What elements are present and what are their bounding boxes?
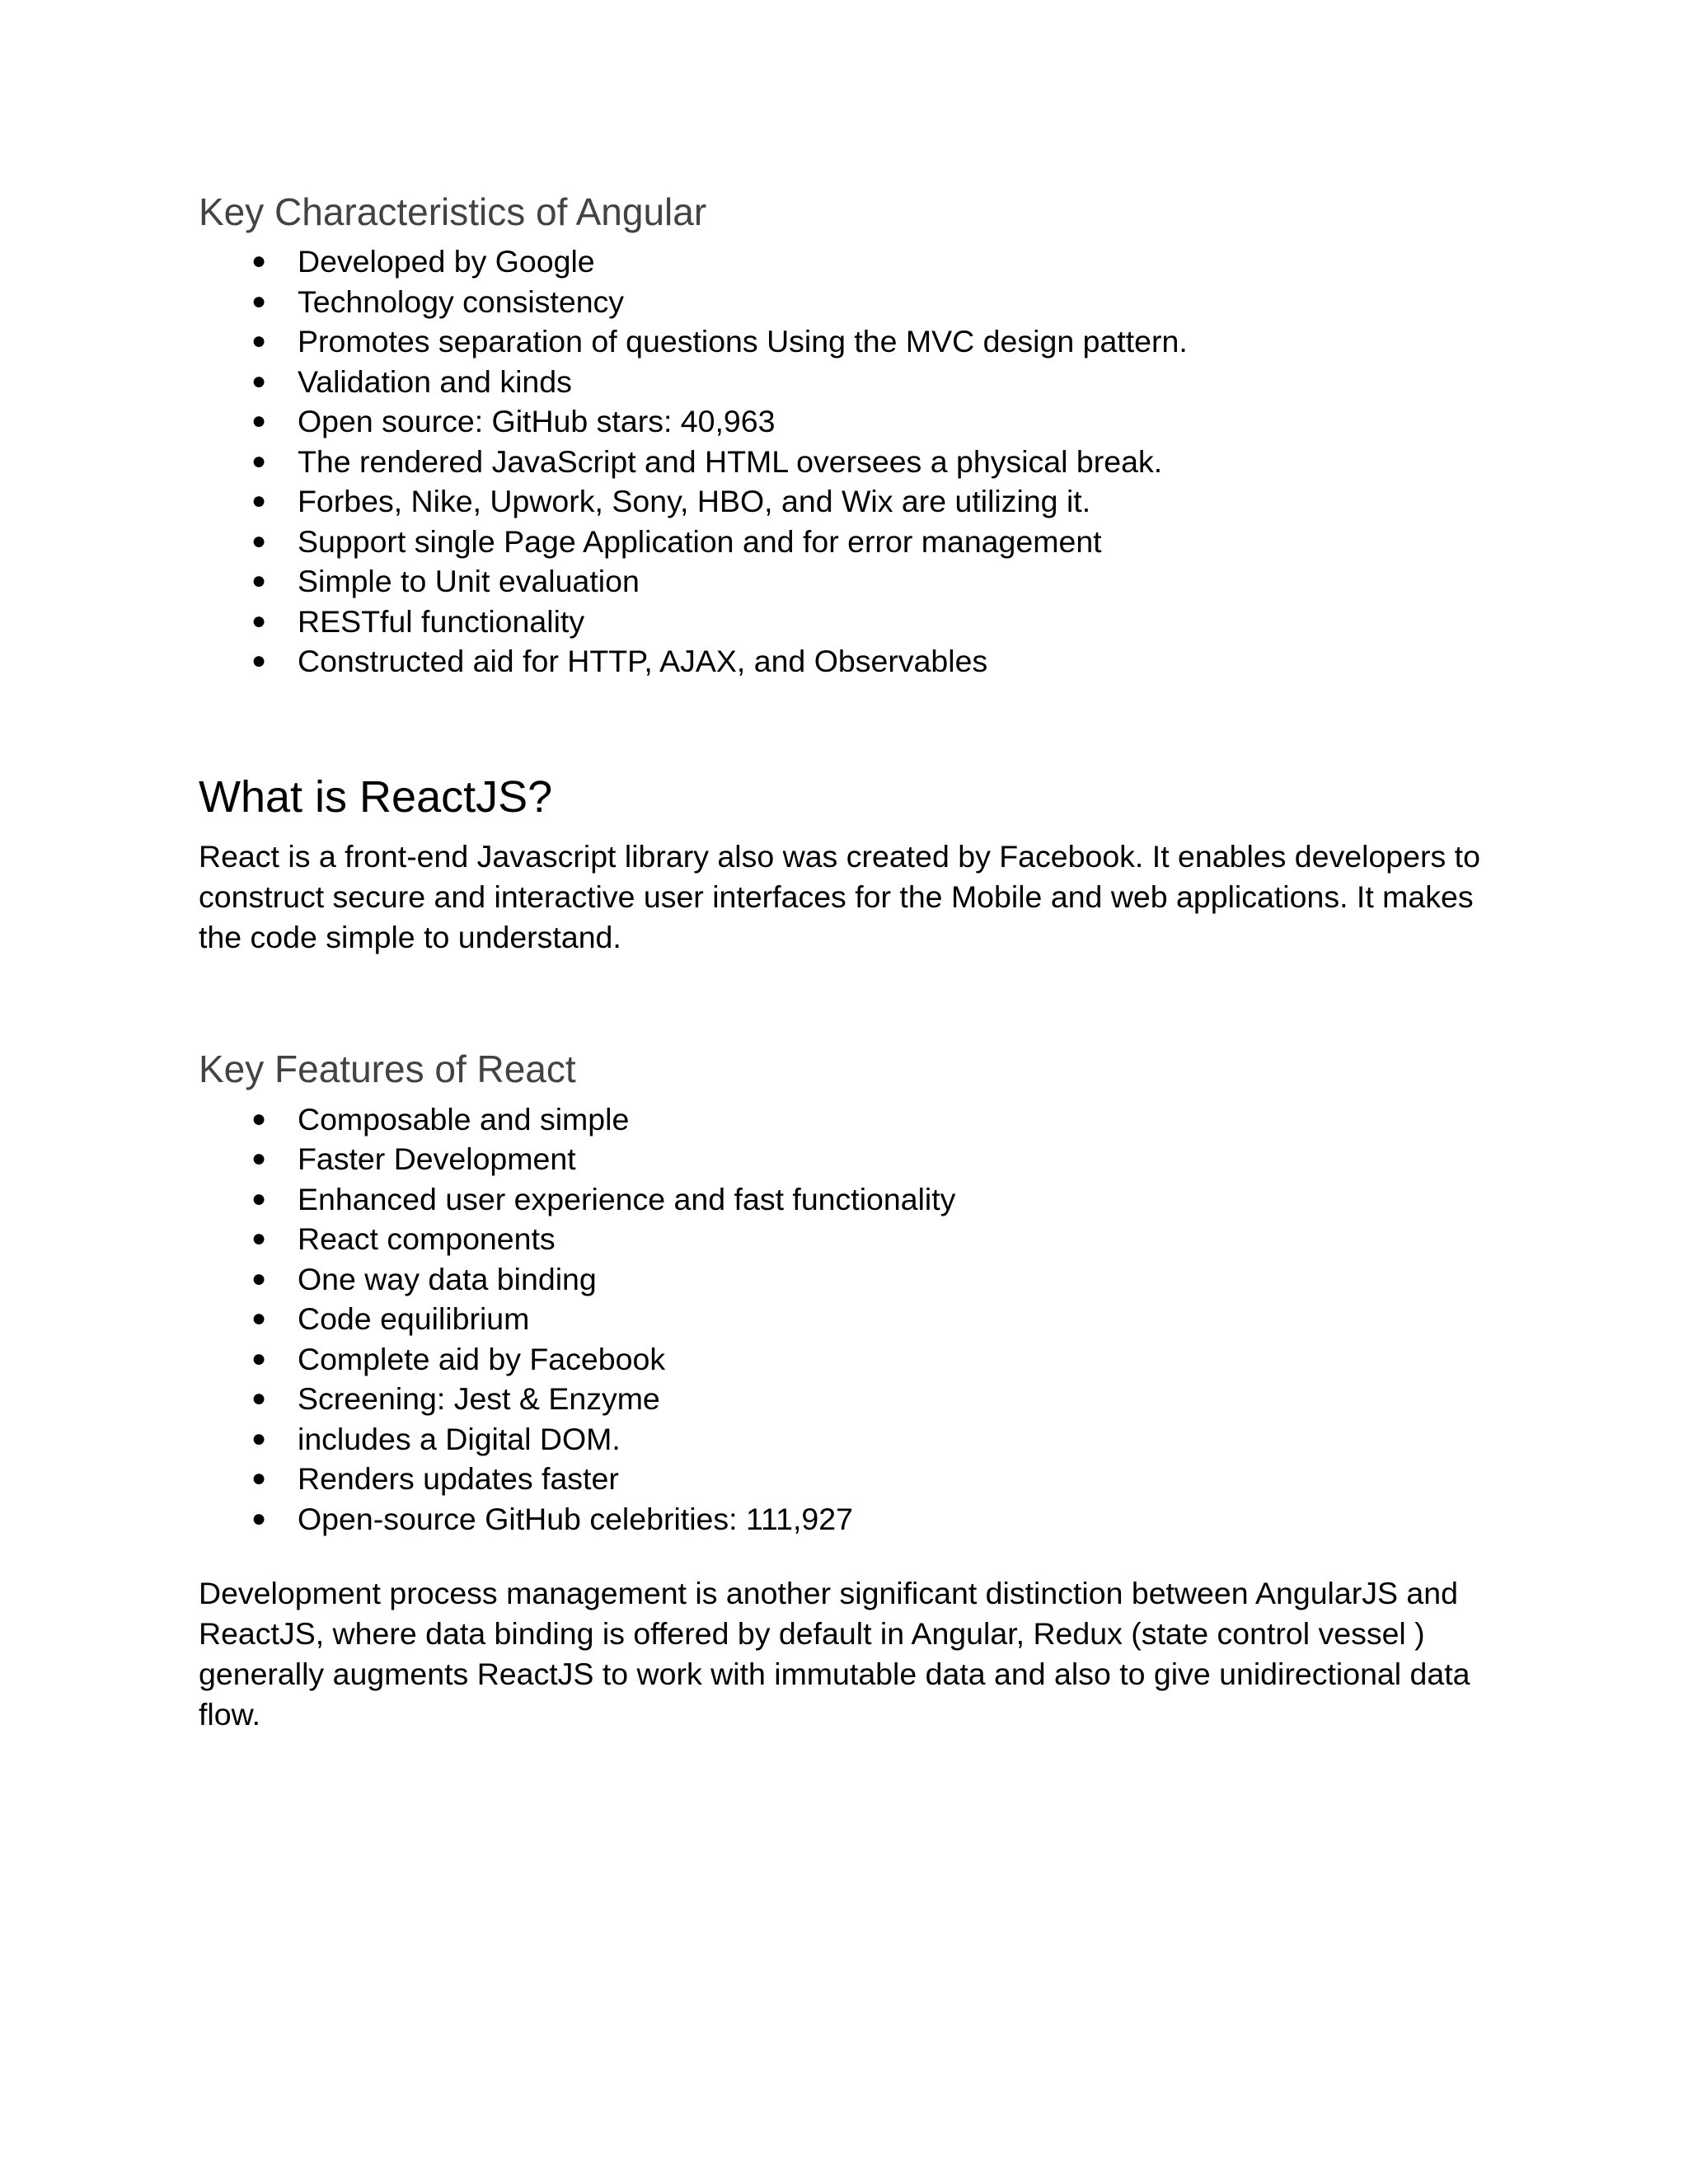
list-item	[199, 1459, 1509, 1499]
bullet-icon: ●	[251, 1344, 267, 1372]
bullet-icon: ●	[251, 487, 267, 515]
document-content	[199, 190, 1509, 1735]
list-item	[199, 1099, 1509, 1140]
list-item	[199, 1219, 1509, 1259]
list-item-text: Code equilibrium	[298, 1301, 530, 1337]
bullet-icon: ●	[251, 647, 267, 675]
list-item	[199, 1379, 1509, 1419]
list-item	[199, 641, 1509, 682]
list-item-text: One way data binding	[298, 1261, 597, 1296]
react-features-list	[199, 1099, 1509, 1540]
list-item-text: The rendered JavaScript and HTML oversees a physical break.	[298, 443, 1163, 479]
list-item	[199, 1259, 1509, 1300]
list-item-text: Open-source GitHub celebrities: 111,927	[298, 1501, 853, 1536]
what-is-reactjs-heading: What is ReactJS?	[199, 771, 553, 822]
bullet-icon: ●	[251, 1305, 267, 1333]
list-item-text: Technology consistency	[298, 284, 625, 319]
list-item	[199, 522, 1509, 562]
list-item	[199, 561, 1509, 602]
angular-characteristics-list	[199, 241, 1509, 682]
list-item-text: Screening: Jest & Enzyme	[298, 1381, 660, 1417]
list-item	[199, 282, 1509, 322]
bullet-icon: ●	[251, 1145, 267, 1173]
list-item	[199, 1179, 1509, 1220]
bullet-icon: ●	[251, 1225, 267, 1253]
list-item-text: Simple to Unit evaluation	[298, 564, 640, 599]
bullet-icon: ●	[251, 247, 267, 275]
bullet-icon: ●	[251, 367, 267, 395]
list-item	[199, 481, 1509, 522]
list-item-text: includes a Digital DOM.	[298, 1421, 621, 1456]
list-item	[199, 1139, 1509, 1179]
bullet-icon: ●	[251, 1424, 267, 1452]
bullet-icon: ●	[251, 607, 267, 635]
list-item	[199, 241, 1509, 282]
list-item-text: Forbes, Nike, Upwork, Sony, HBO, and Wix are utilizing it.	[298, 484, 1091, 519]
bullet-icon: ●	[251, 1465, 267, 1493]
bullet-icon: ●	[251, 1264, 267, 1292]
bullet-icon: ●	[251, 447, 267, 475]
list-item	[199, 1299, 1509, 1339]
bullet-icon: ●	[251, 1385, 267, 1413]
closing-paragraph: Development process management is another significant distinction between AngularJS and ReactJS, where data binding is offered by default in Angular, Redux (state control vessel ) generally augments ReactJS to work with immutable data and also to give unidirectional data flow.	[199, 1576, 1470, 1732]
list-item	[199, 1419, 1509, 1460]
list-item-text: Renders updates faster	[298, 1461, 619, 1497]
bullet-icon: ●	[251, 1184, 267, 1212]
bullet-icon: ●	[251, 407, 267, 435]
list-item	[199, 1499, 1509, 1540]
list-item-text: Faster Development	[298, 1141, 576, 1177]
list-item	[199, 401, 1509, 442]
reactjs-intro-paragraph: React is a front-end Javascript library also was created by Facebook. It enables developers to construct secure and interactive user interfaces for the Mobile and web applications. It makes the code simple to understand.	[199, 839, 1480, 955]
bullet-icon: ●	[251, 1504, 267, 1532]
bullet-icon: ●	[251, 1104, 267, 1132]
list-item-text: RESTful functionality	[298, 603, 585, 639]
list-item-text: Support single Page Application and for error management	[298, 523, 1102, 559]
react-features-heading: Key Features of React	[199, 1047, 576, 1091]
list-item	[199, 442, 1509, 482]
list-item-text: Developed by Google	[298, 244, 595, 279]
list-item-text: Complete aid by Facebook	[298, 1341, 666, 1376]
bullet-icon: ●	[251, 287, 267, 315]
bullet-icon: ●	[251, 567, 267, 595]
list-item-text: Validation and kinds	[298, 363, 572, 399]
list-item-text: React components	[298, 1221, 556, 1257]
list-item-text: Promotes separation of questions Using the MVC design pattern.	[298, 324, 1188, 359]
list-item-text: Open source: GitHub stars: 40,963	[298, 404, 776, 439]
list-item	[199, 602, 1509, 642]
bullet-icon: ●	[251, 327, 267, 355]
bullet-icon: ●	[251, 527, 267, 555]
list-item-text: Composable and simple	[298, 1101, 630, 1137]
list-item	[199, 362, 1509, 402]
list-item-text: Constructed aid for HTTP, AJAX, and Observables	[298, 644, 988, 679]
angular-characteristics-heading: Key Characteristics of Angular	[199, 190, 707, 233]
list-item	[199, 1339, 1509, 1380]
list-item-text: Enhanced user experience and fast functionality	[298, 1181, 956, 1216]
list-item	[199, 321, 1509, 362]
